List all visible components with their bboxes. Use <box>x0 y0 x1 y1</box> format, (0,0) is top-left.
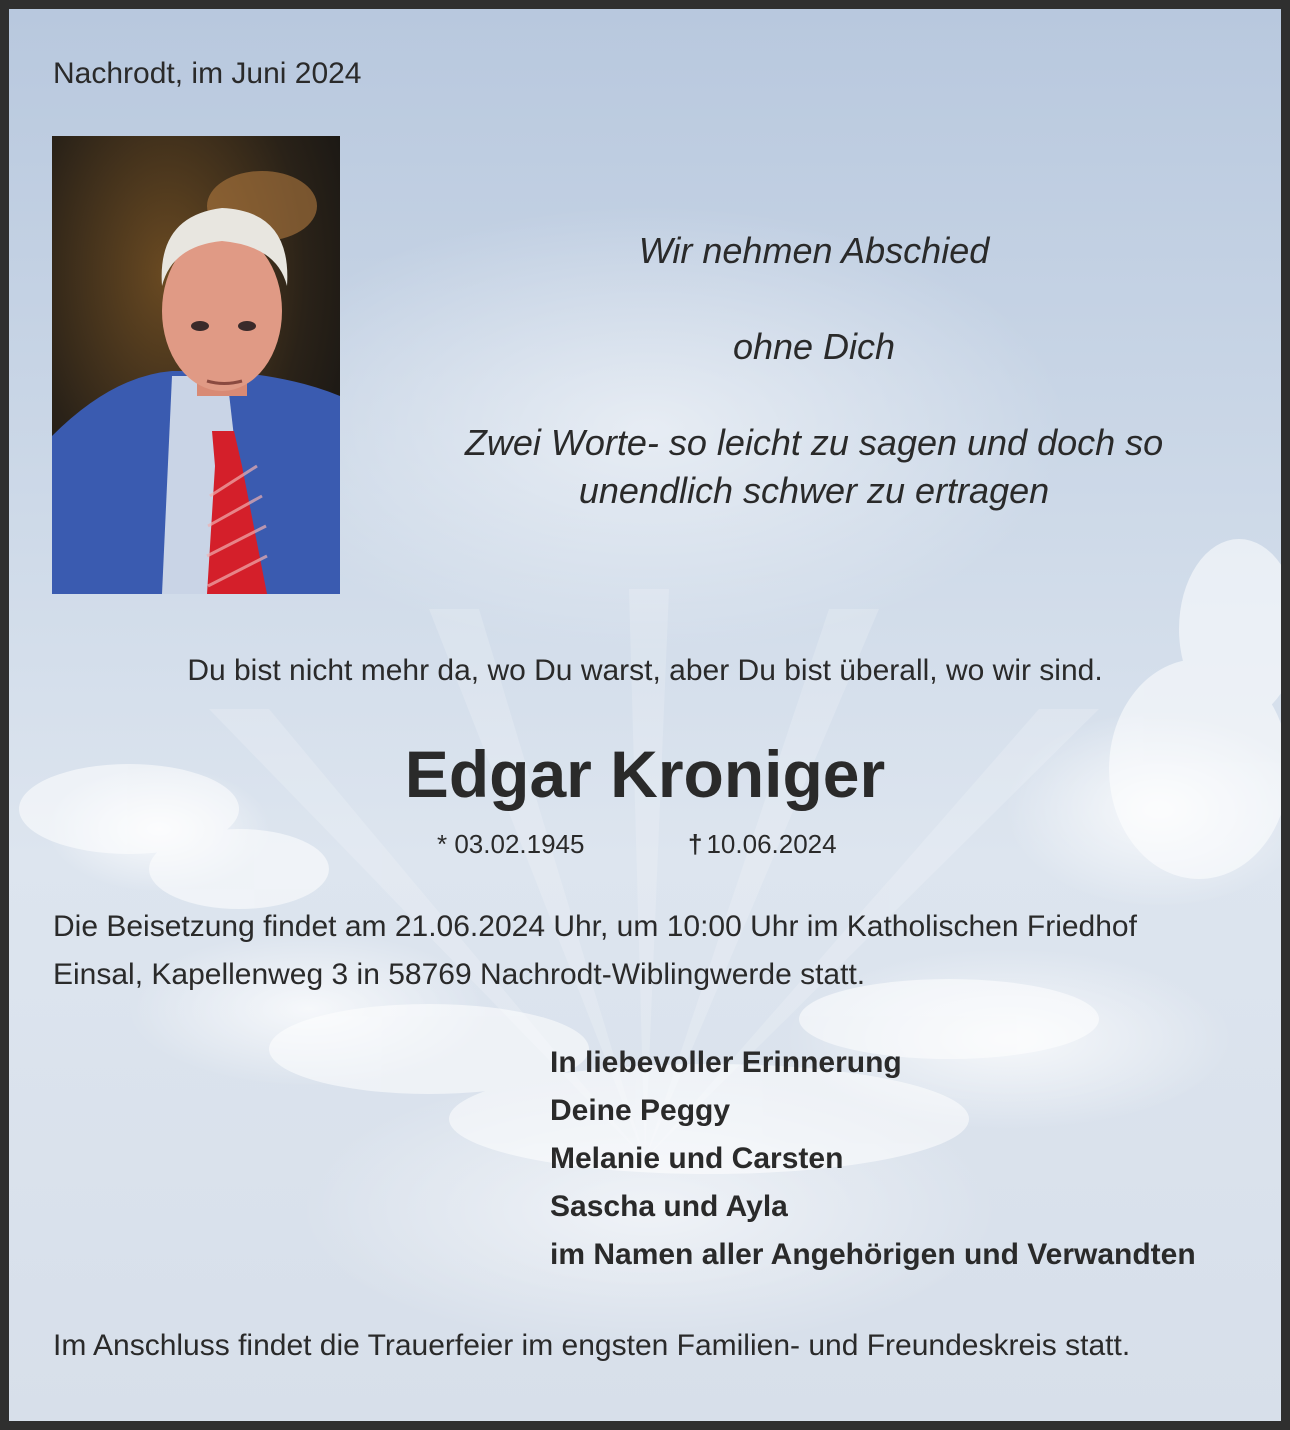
poem-line-3b: unendlich schwer zu ertragen <box>578 470 1050 511</box>
poem-line-2: ohne Dich <box>732 326 896 367</box>
signature-line: im Namen aller Angehörigen und Verwandten <box>550 1238 1196 1271</box>
obituary-card <box>9 9 1281 1421</box>
signature-line: In liebevoller Erinnerung <box>550 1046 902 1079</box>
birth-date: * 03.02.1945 <box>437 829 585 859</box>
signature-line: Deine Peggy <box>550 1094 731 1127</box>
death-date-value: 10.06.2024 <box>706 829 837 859</box>
burial-notice: Die Beisetzung findet am 21.06.2024 Uhr, um 10:00 Uhr im Katholischen Friedhof Einsal, Kapellenweg 3 in 58769 Nachrodt-Wiblingwerde statt. <box>53 910 1137 991</box>
place-date: Nachrodt, im Juni 2024 <box>53 57 362 90</box>
poem-line-1: Wir nehmen Abschied <box>638 230 990 271</box>
poem-line-3a: Zwei Worte- so leicht zu sagen und doch so <box>464 422 1164 463</box>
footer-note: Im Anschluss findet die Trauerfeier im engsten Familien- und Freundeskreis statt. <box>53 1329 1131 1362</box>
signature-block <box>550 1039 1196 1279</box>
cross-icon: † <box>688 829 703 859</box>
signature-line: Melanie und Carsten <box>550 1142 844 1175</box>
poem-line-3 <box>389 419 1239 515</box>
death-date <box>688 829 837 860</box>
motto-text: Du bist nicht mehr da, wo Du warst, aber Du bist überall, wo wir sind. <box>187 654 1103 687</box>
deceased-name: Edgar Kroniger <box>404 737 886 811</box>
portrait-photo <box>52 136 340 594</box>
signature-line: Sascha und Ayla <box>550 1190 788 1223</box>
